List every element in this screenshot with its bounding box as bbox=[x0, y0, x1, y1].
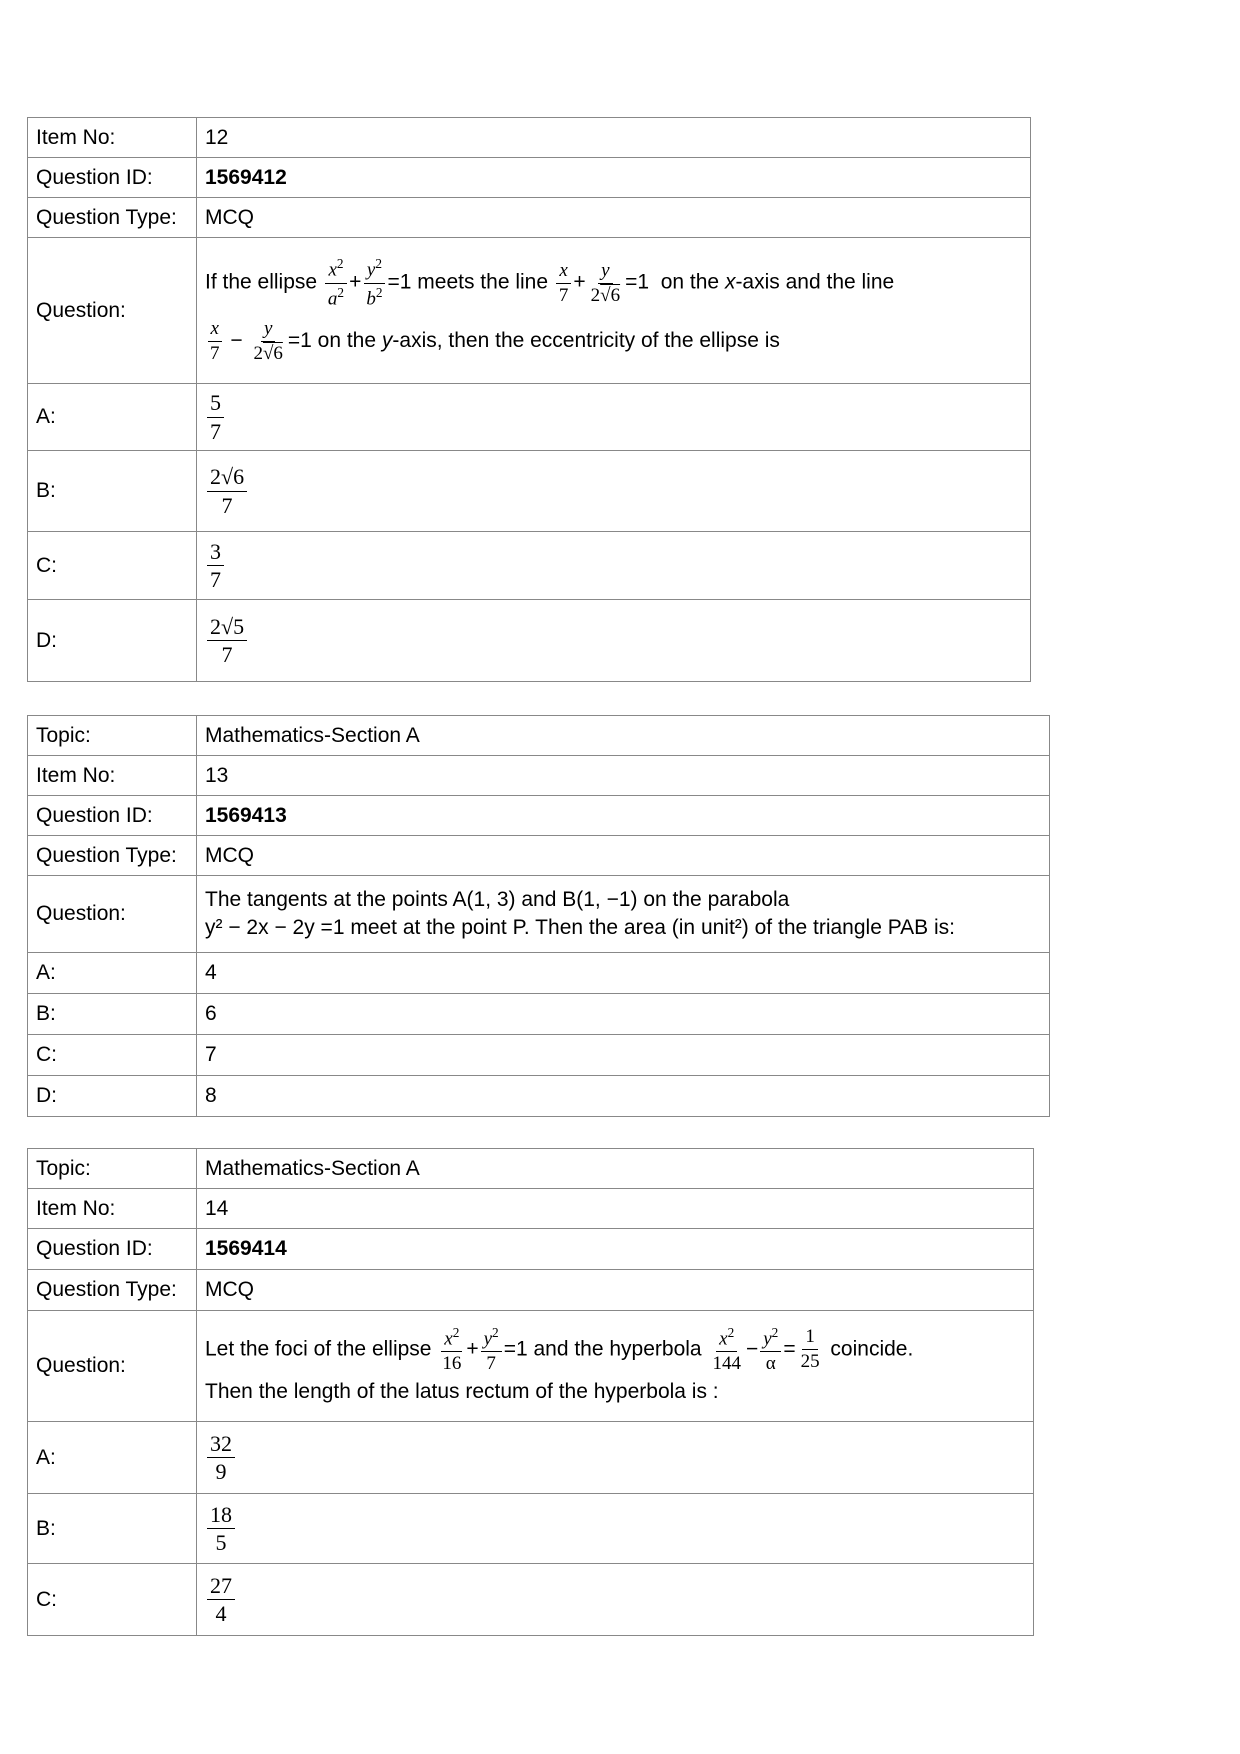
option-b-value: 6 bbox=[197, 994, 1050, 1035]
option-a-label: A: bbox=[28, 953, 197, 994]
option-c-label: C: bbox=[28, 1035, 197, 1076]
option-c-label: C: bbox=[28, 532, 197, 600]
item-no-value: 13 bbox=[197, 756, 1050, 796]
option-a-value: $\frac{32}{9}$ bbox=[197, 1422, 1034, 1494]
equation-fraction: $\frac{x^2}{144}$ bbox=[712, 1324, 741, 1374]
question-id-label: Question ID: bbox=[28, 796, 197, 836]
question-id-value: 1569414 bbox=[197, 1229, 1034, 1270]
option-b-value: $\frac{18}{5}$ bbox=[197, 1494, 1034, 1564]
equation-fraction: $\frac{x}{7}$ bbox=[207, 319, 223, 364]
item-no-label: Item No: bbox=[28, 118, 197, 158]
question-type-label: Question Type: bbox=[28, 836, 197, 876]
question-14-table bbox=[27, 1148, 1034, 1636]
equation-fraction: $\frac{y^2}{7}$ bbox=[481, 1326, 502, 1374]
question-id-label: Question ID: bbox=[28, 158, 197, 198]
equation-fraction: $\frac{y}{2√6}$ bbox=[253, 317, 283, 364]
question-type-value: MCQ bbox=[197, 1270, 1034, 1311]
question-label: Question: bbox=[28, 1311, 197, 1422]
option-b-value: $\frac{2√6}{7}$ bbox=[197, 451, 1031, 532]
question-type-value: MCQ bbox=[197, 836, 1050, 876]
equation-fraction: $\frac{x}{7}$ bbox=[556, 261, 572, 306]
question-id-value: 1569413 bbox=[197, 796, 1050, 836]
equation-fraction: $\frac{x^2}{16}$ bbox=[442, 1324, 462, 1374]
question-text: If the ellipse $\frac{x^2}{a^2}$ + $\frac{y^2}{b^2}$ =1 meets the line $\frac{x}{7}$ + $\frac{y}{2√6}$ =1 on the x-axis and the line $\frac{x}{7}$ − $\frac{y}{2√6}$ =1 on the y-axis, then the eccentricity of the ellipse is bbox=[197, 238, 1031, 384]
topic-value: Mathematics-Section A bbox=[197, 1149, 1034, 1189]
equation-fraction: $\frac{y^2}{b^2}$ bbox=[363, 257, 385, 309]
question-type-label: Question Type: bbox=[28, 1270, 197, 1311]
option-d-label: D: bbox=[28, 1076, 197, 1117]
item-no-label: Item No: bbox=[28, 1189, 197, 1229]
option-a-label: A: bbox=[28, 384, 197, 451]
item-no-label: Item No: bbox=[28, 756, 197, 796]
equation-fraction: $\frac{x^2}{a^2}$ bbox=[325, 257, 347, 309]
equation-fraction: $\frac{y^2}{\alpha}$ bbox=[760, 1326, 781, 1374]
question-type-value: MCQ bbox=[197, 198, 1031, 238]
option-c-value: $\frac{3}{7}$ bbox=[197, 532, 1031, 600]
topic-label: Topic: bbox=[28, 1149, 197, 1189]
option-a-value: $\frac{5}{7}$ bbox=[197, 384, 1031, 451]
question-id-label: Question ID: bbox=[28, 1229, 197, 1270]
option-b-label: B: bbox=[28, 451, 197, 532]
option-b-label: B: bbox=[28, 1494, 197, 1564]
option-d-value: $\frac{2√5}{7}$ bbox=[197, 600, 1031, 682]
item-no-value: 14 bbox=[197, 1189, 1034, 1229]
option-d-value: 8 bbox=[197, 1076, 1050, 1117]
question-text: The tangents at the points A(1, 3) and B(1, −1) on the parabola y² − 2x − 2y =1 meet at the point P. Then the area (in unit²) of the triangle PAB is: bbox=[197, 876, 1050, 953]
question-text: Let the foci of the ellipse $\frac{x^2}{16}$ + $\frac{y^2}{7}$ =1 and the hyperbola $\frac{x^2}{144}$ − $\frac{y^2}{\alpha}$ = $\frac{1}{25}$ coincide. Then the length of the latus rectum of the hyperbola is : bbox=[197, 1311, 1034, 1422]
question-label: Question: bbox=[28, 238, 197, 384]
question-label: Question: bbox=[28, 876, 197, 953]
option-b-label: B: bbox=[28, 994, 197, 1035]
option-a-value: 4 bbox=[197, 953, 1050, 994]
option-c-value: 7 bbox=[197, 1035, 1050, 1076]
option-d-label: D: bbox=[28, 600, 197, 682]
question-13-table bbox=[27, 715, 1050, 1117]
topic-value: Mathematics-Section A bbox=[197, 716, 1050, 756]
option-a-label: A: bbox=[28, 1422, 197, 1494]
option-c-label: C: bbox=[28, 1564, 197, 1636]
topic-label: Topic: bbox=[28, 716, 197, 756]
question-12-table bbox=[27, 117, 1031, 682]
option-c-value: $\frac{27}{4}$ bbox=[197, 1564, 1034, 1636]
question-type-label: Question Type: bbox=[28, 198, 197, 238]
question-id-value: 1569412 bbox=[197, 158, 1031, 198]
item-no-value: 12 bbox=[197, 118, 1031, 158]
equation-fraction: $\frac{1}{25}$ bbox=[800, 1326, 820, 1373]
equation-fraction: $\frac{y}{2√6}$ bbox=[590, 259, 621, 306]
